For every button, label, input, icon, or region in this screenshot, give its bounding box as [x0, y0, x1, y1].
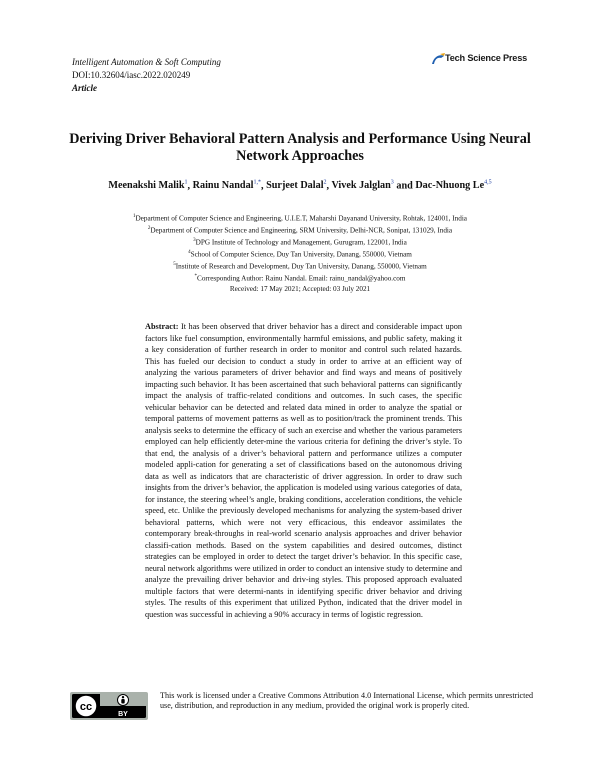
- abstract-line: cation for generating a set of classifications based on the autonomous driving data: [145, 460, 463, 481]
- abstract: [145, 321, 462, 620]
- abstract-line: exercise and whether the various parameters employed can help efficiently deter-: [145, 425, 462, 446]
- license-text: This work is licensed under a Creative Commons Attribution 4.0 International License, which permits unrestricted use, distribution, and reproduction in any medium, provided the original work is properly cited.: [160, 691, 533, 711]
- abstract-line: It has been observed that driver behavior has a direct and considerable: [180, 322, 419, 331]
- author: Rainu Nandal$^{1,*}$: [192, 180, 261, 192]
- abstract-body: [145, 322, 462, 619]
- abstract-line: the spatial or temporal patterns of movement patterns as well as to position/track: [145, 402, 463, 423]
- author: Dac-Nhuong Le$^{4,5}$: [415, 180, 492, 192]
- affiliations: [40, 212, 560, 295]
- affiliation: $^3$DPG Institute of Technology and Management, Gurugram, 122001, India: [193, 237, 407, 247]
- abstract-line: a driver’s behavioral pattern and performance utilizes a computer modeled appli-: [145, 448, 462, 469]
- abstract-line: driver behavior and find ways and means of positively impacting such behavior. It: [145, 368, 463, 389]
- cc-by-license-icon[interactable]: [70, 692, 148, 720]
- abstract-line: monitor and control such related hazards. This has fueled our decision to conduct: [145, 345, 462, 366]
- abstract-line: has been ascertained that such behavioral patterns can significantly impact the: [145, 379, 463, 400]
- abstract-line: nants in identifying specific driver behavior and driving styles. The results of this: [145, 586, 462, 607]
- abstract-line: the prominent trends. This analysis seeks to determine the efficacy of such an: [145, 414, 463, 435]
- article-type: Article: [72, 83, 97, 93]
- affiliation: $^1$Department of Computer Science and Engineering, U.I.E.T, Maharshi Dayanand University, Rohtak, 124001, India: [132, 214, 468, 223]
- affiliation: $^5$Institute of Research and Development, Duy Tan University, Danang, 550000, Vietnam: [173, 261, 427, 271]
- abstract-line: categories of data, for instance, the steering wheel’s angle, braking conditions,: [145, 483, 463, 504]
- abstract-line: experiment that utilized Python, indicated that the driver model in question was: [145, 598, 463, 619]
- abstract-line: analysis of traffic-related conditions and outcomes. In such cases, the specific: [185, 391, 463, 400]
- affiliation: $^4$School of Computer Science, Duy Tan University, Danang, 550000, Vietnam: [188, 249, 412, 259]
- publisher-logo-icon: [430, 52, 446, 70]
- cc-badge-text: BY: [118, 711, 128, 718]
- publisher-name: Tech Science Press: [445, 53, 528, 63]
- paper-title: Deriving Driver Behavioral Pattern Analysis and Performance Using Neural Network Approaches: [69, 131, 531, 164]
- abstract-line: mine the various criteria for defining the driver’s style. To that end, the analysis of: [145, 437, 462, 458]
- corresponding-author: *Corresponding Author: Rainu Nandal. Email: rainu_nandal@yahoo.com: [194, 273, 406, 283]
- publisher-logo[interactable]: [430, 52, 532, 70]
- abstract-line: throughs in real-world scenario analysis approaches and driver behavior classifi-: [145, 529, 462, 550]
- author: Vivek Jalglan$^3$: [331, 180, 394, 192]
- author: Surjeet Dalal$^2$: [266, 180, 327, 192]
- abstract-line: a study in order to arrive at an efficient way of analyzing the various parameters of: [145, 356, 462, 377]
- abstract-line: strategies can be employed in order to detect the target driver’s behavior. In this: [145, 552, 415, 561]
- abstract-line: specific case, neural network algorithms were utilized in order to conduct an: [145, 552, 463, 573]
- abstract-label: Abstract:: [145, 322, 179, 331]
- abstract-line: impact upon factors like fuel consumption, environmentally harmful emissions,: [145, 322, 462, 343]
- received-date: Received: 17 May 2021; Accepted: 03 July 2021: [229, 284, 371, 293]
- abstract-line: were not very efficacious, this endeavor assimilates the contemporary break-: [145, 517, 462, 538]
- author: Meenakshi Malik$^1$: [108, 180, 188, 192]
- author-list: Meenakshi Malik$^1$, Rainu Nandal$^{1,*}$, Surjeet Dalal$^2$, Vivek Jalglan$^3$ and Dac-Nhuong Le$^{4,5}$: [108, 180, 492, 192]
- abstract-line: ing styles. This proposed approach evaluated multiple factors that were determi-: [145, 575, 463, 596]
- abstract-line: mechanisms for analyzing the system-based driver behavioral patterns, which: [145, 506, 463, 527]
- journal-name: Intelligent Automation & Soft Computing: [72, 57, 221, 67]
- abstract-line: and public safety, making it a key consideration of further research in order to: [145, 333, 462, 354]
- doi: DOI:10.32604/iasc.2022.020249: [72, 70, 191, 80]
- affiliation: $^2$Department of Computer Science and Engineering, SRM University, Delhi-NCR, Sonipat, 131029, India: [147, 225, 453, 235]
- abstract-line: vehicular behavior can be detected and related data mined in order to analyze: [145, 402, 414, 412]
- abstract-line: successful in achieving a 90% accuracy in terms of logistic regression.: [189, 609, 423, 619]
- abstract-line: such insights from the driver’s behavior, the application is modeled using various: [145, 471, 463, 492]
- abstract-line: cation methods. Based on the system capabilities and desired outcomes, distinct: [171, 540, 462, 550]
- abstract-line: as well as indicators that are characteristic of driver aggression. In order to draw: [162, 471, 444, 481]
- abstract-line: intensive study to determine and analyze the prevailing driver behavior and driv-: [145, 563, 462, 584]
- abstract-line: acceleration conditions, the vehicle speed, etc. Unlike the previously developed: [145, 494, 462, 515]
- journal-header: [72, 56, 221, 95]
- svg-text:cc: cc: [79, 701, 93, 713]
